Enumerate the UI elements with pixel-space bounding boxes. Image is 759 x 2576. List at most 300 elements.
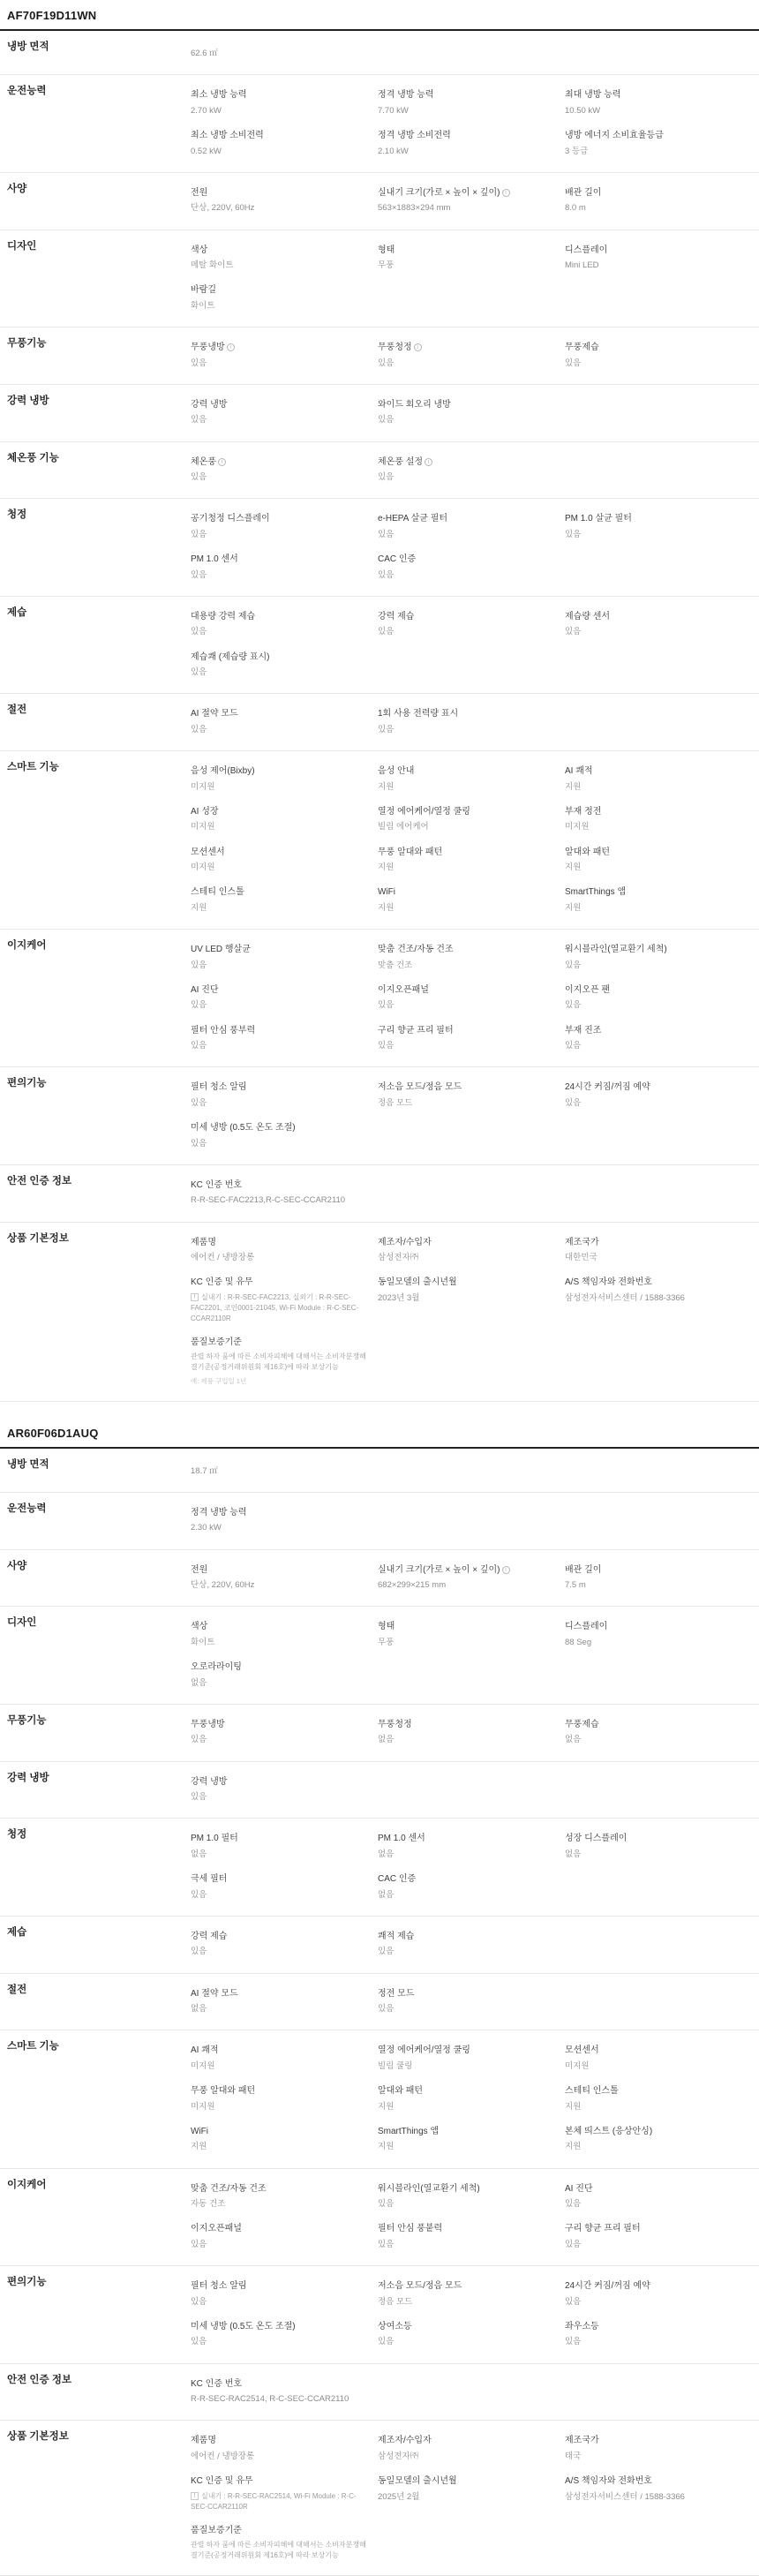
spec-cell <box>565 2177 752 2218</box>
spec-cell-value: 없음 <box>191 2003 369 2015</box>
spec-cell-key: 전원 <box>191 187 369 200</box>
spec-cell-key: 저소음 모드/정음 모드 <box>378 2280 556 2294</box>
info-icon[interactable]: i <box>218 458 226 466</box>
product-block <box>0 1418 759 2576</box>
warning-icon: ! <box>191 2492 199 2500</box>
spec-cell <box>378 181 565 222</box>
spec-row-label: 편의기능 <box>0 2266 184 2364</box>
spec-cell-value: 있음 <box>191 1097 369 1110</box>
spec-row-label: 절전 <box>0 1973 184 2030</box>
spec-cell-value: 삼성전자서비스센터 / 1588-3366 <box>565 1292 743 1305</box>
spec-cell <box>191 1867 378 1908</box>
spec-cell-value: 지원 <box>565 2101 743 2113</box>
spec-cell-key: 부재 진조 <box>565 1025 743 1038</box>
spec-row-values <box>184 1916 759 1973</box>
spec-cell-value: 지원 <box>378 862 556 874</box>
spec-cell-value: 없음 <box>378 1734 556 1746</box>
spec-cell <box>191 2315 378 2355</box>
spec-row-values <box>184 1549 759 1607</box>
spec-cell-value: 없음 <box>378 1849 556 1861</box>
spec-cell-value: 563×1883×294 mm <box>378 202 556 215</box>
spec-row <box>0 1549 759 1607</box>
spec-cell-key: AI 절약 모드 <box>191 708 369 721</box>
spec-cell-value: 지원 <box>378 781 556 794</box>
spec-cell-value: 미지원 <box>191 2101 369 2113</box>
spec-cell-grid <box>191 2372 752 2413</box>
spec-cell-grid <box>191 450 752 491</box>
spec-cell-value: 지원 <box>191 902 369 915</box>
spec-cell-key: 저소음 모드/정음 모드 <box>378 1081 556 1095</box>
spec-cell-key: 필터 안심 풍붙력 <box>378 2223 556 2236</box>
spec-cell-value: 있음 <box>191 1791 369 1804</box>
spec-cell-value: 무풍 <box>378 1637 556 1649</box>
spec-cell-value: 있음 <box>378 626 556 638</box>
spec-cell <box>191 605 378 645</box>
spec-cell-key: 음성 제어(Bixby) <box>191 765 369 779</box>
spec-cell-value: 18.7 ㎡ <box>191 1465 369 1478</box>
spec-cell-key: 제조자/수입자 <box>378 1237 556 1250</box>
spec-cell-grid <box>191 1770 752 1811</box>
spec-cell-value: 태국 <box>565 2451 743 2463</box>
spec-cell <box>378 1615 565 1655</box>
spec-cell <box>191 1982 378 2022</box>
spec-cell-grid <box>191 181 752 222</box>
spec-cell-value: 미지원 <box>565 821 743 833</box>
spec-cell-key: 미세 냉방 (0.5도 온도 조절) <box>191 2321 369 2334</box>
spec-cell-key: KC 인증 및 유무 <box>191 1277 369 1290</box>
spec-row <box>0 499 759 597</box>
spec-cell-key: 색상 <box>191 245 369 258</box>
spec-cell <box>378 938 565 978</box>
spec-cell <box>378 800 565 840</box>
spec-cell <box>378 83 565 124</box>
spec-cell-value: 있음 <box>378 1946 556 1958</box>
spec-cell-value: 있음 <box>191 999 369 1012</box>
spec-cell <box>191 2079 378 2120</box>
spec-cell <box>191 978 378 1019</box>
spec-cell <box>565 547 752 588</box>
spec-cell <box>565 702 752 742</box>
spec-cell-key: 디스플레이 <box>565 245 743 258</box>
spec-cell-value: 있음 <box>191 1040 369 1052</box>
spec-cell <box>378 450 565 491</box>
spec-cell-key: 정격 냉방 능력 <box>378 89 556 102</box>
spec-row-label: 냉방 면적 <box>0 31 184 75</box>
spec-row <box>0 1222 759 1401</box>
spec-cell-value: 없음 <box>378 1889 556 1902</box>
spec-cell-value: 미지원 <box>191 862 369 874</box>
spec-cell <box>565 2315 752 2355</box>
spec-cell-key: 제조국가 <box>565 2435 743 2448</box>
spec-cell-grid <box>191 2177 752 2258</box>
spec-cell-value: R-R-SEC-RAC2514, R-C-SEC-CCAR2110 <box>191 2393 369 2406</box>
spec-cell <box>191 1019 378 1059</box>
spec-cell-value: 자동 건조 <box>191 2198 369 2211</box>
spec-cell <box>565 1019 752 1059</box>
spec-cell <box>191 335 378 376</box>
spec-cell <box>378 1827 565 1867</box>
spec-row-values <box>184 328 759 385</box>
spec-cell-grid <box>191 1982 752 2022</box>
spec-row <box>0 1973 759 2030</box>
spec-cell <box>378 547 565 588</box>
spec-cell-value: 있음 <box>378 2198 556 2211</box>
spec-cell-value: 지원 <box>378 2141 556 2153</box>
spec-row <box>0 1761 759 1819</box>
spec-row-label: 사양 <box>0 172 184 230</box>
spec-cell-grid <box>191 1558 752 1599</box>
spec-cell <box>191 1655 378 1696</box>
spec-row <box>0 31 759 75</box>
spec-cell-key: 상여소등 <box>378 2321 556 2334</box>
spec-cell-value: 있음 <box>191 529 369 541</box>
spec-row-label: 무풍기능 <box>0 1704 184 1761</box>
spec-cell <box>378 2038 565 2079</box>
spec-row-values <box>184 1704 759 1761</box>
spec-cell-value: 7.5 m <box>565 1579 743 1592</box>
spec-cell-value: 있음 <box>378 2003 556 2015</box>
spec-row-values <box>184 751 759 930</box>
spec-table <box>0 31 759 1402</box>
spec-cell-grid <box>191 39 752 66</box>
spec-row <box>0 75 759 173</box>
spec-row-values <box>184 596 759 694</box>
spec-cell-key: 필터 안심 풍부력 <box>191 1025 369 1038</box>
spec-cell <box>191 702 378 742</box>
spec-cell-grid <box>191 605 752 686</box>
spec-cell-key: 배관 길이 <box>565 1564 743 1578</box>
spec-cell-value: 있음 <box>191 724 369 736</box>
spec-cell <box>191 1558 378 1599</box>
spec-row-label: 디자인 <box>0 230 184 328</box>
spec-cell-key: 알대와 패턴 <box>565 847 743 860</box>
spec-cell-value: 지원 <box>565 781 743 794</box>
spec-cell-key: PM 1.0 살균 필터 <box>565 513 743 526</box>
spec-cell <box>565 978 752 1019</box>
spec-cell-key: 알대와 패턴 <box>378 2085 556 2098</box>
spec-cell-value: 지원 <box>565 862 743 874</box>
spec-cell <box>565 840 752 881</box>
spec-cell-key: AI 진단 <box>565 2183 743 2196</box>
spec-row <box>0 596 759 694</box>
spec-row <box>0 230 759 328</box>
spec-cell-key: 부재 정전 <box>565 806 743 819</box>
spec-cell-key: 극세 필터 <box>191 1873 369 1887</box>
spec-cell-value: 있음 <box>565 358 743 370</box>
spec-row <box>0 2168 759 2266</box>
spec-cell <box>191 2038 378 2079</box>
spec-cell-key: 성장 디스플레이 <box>565 1833 743 1846</box>
spec-cell-grid <box>191 393 752 433</box>
spec-cell-key: 대용량 강력 제습 <box>191 611 369 624</box>
spec-cell-key: 필터 청소 알림 <box>191 2280 369 2294</box>
spec-row-label: 스마트 기능 <box>0 2030 184 2168</box>
spec-cell <box>378 507 565 547</box>
product-separator <box>0 1402 759 1418</box>
spec-cell <box>191 1457 378 1484</box>
spec-cell <box>191 645 378 686</box>
spec-cell <box>565 1924 752 1965</box>
spec-cell-key: 모션센서 <box>565 2045 743 2058</box>
spec-cell-key: 정격 냉방 능력 <box>191 1507 369 1520</box>
spec-cell-key: 이지오픈패널 <box>191 2223 369 2236</box>
spec-cell-value: 있음 <box>565 1040 743 1052</box>
info-icon[interactable]: i <box>227 343 235 351</box>
warning-icon: ! <box>191 1293 199 1301</box>
spec-row <box>0 1067 759 1165</box>
spec-cell-value: 2.70 kW <box>191 105 369 117</box>
spec-cell-key: CAC 인증 <box>378 554 556 567</box>
spec-cell-value: 있음 <box>191 358 369 370</box>
spec-cell-grid <box>191 759 752 921</box>
spec-cell-key: AI 쾌적 <box>191 2045 369 2058</box>
spec-cell-value: R-R-SEC-FAC2213,R-C-SEC-CCAR2110 <box>191 1194 369 1207</box>
spec-cell-key: 제품명 <box>191 2435 369 2448</box>
spec-cell <box>378 2217 565 2257</box>
spec-cell-key: 형태 <box>378 1621 556 1634</box>
spec-cell-grid <box>191 1075 752 1156</box>
spec-cell <box>378 335 565 376</box>
spec-cell-key: 무풍 알대와 패턴 <box>378 847 556 860</box>
spec-cell-key: 본체 띄스트 (응상안싱) <box>565 2126 743 2139</box>
spec-row-values <box>184 694 759 751</box>
spec-row <box>0 1607 759 1705</box>
spec-cell-value: 에어컨 / 냉방장롱 <box>191 1252 369 1264</box>
spec-cell <box>565 2079 752 2120</box>
spec-row <box>0 694 759 751</box>
spec-cell <box>565 1982 752 2022</box>
spec-cell-key: 1회 사용 전력량 표시 <box>378 708 556 721</box>
spec-cell <box>378 645 565 686</box>
spec-row-label: 무풍기능 <box>0 328 184 385</box>
spec-cell-key: SmartThings 앱 <box>565 886 743 900</box>
spec-row <box>0 172 759 230</box>
spec-cell <box>191 1615 378 1655</box>
spec-cell <box>378 840 565 881</box>
spec-cell-value: 단상, 220V, 60Hz <box>191 202 369 215</box>
spec-cell-key: 무풍제습 <box>565 342 743 355</box>
spec-cell-key: CAC 인증 <box>378 1873 556 1887</box>
spec-cell-value: 화이트 <box>191 1637 369 1649</box>
spec-row <box>0 2266 759 2364</box>
spec-cell-value: 메탈 화이트 <box>191 260 369 272</box>
spec-row-label: 사양 <box>0 1549 184 1607</box>
spec-cell-key: KC 인증 번호 <box>191 1179 369 1193</box>
spec-cell <box>191 1270 378 1330</box>
spec-cell <box>565 645 752 686</box>
spec-cell-grid <box>191 1501 752 1541</box>
spec-cell <box>565 2429 752 2469</box>
spec-cell <box>565 181 752 222</box>
spec-row-label: 디자인 <box>0 1607 184 1705</box>
spec-cell-key: 제조국가 <box>565 1237 743 1250</box>
info-icon[interactable]: i <box>425 458 432 466</box>
spec-cell <box>565 1655 752 1696</box>
spec-cell-value: 있음 <box>191 667 369 679</box>
spec-cell-value: 있음 <box>565 2296 743 2309</box>
spec-cell-value: 삼성전자㈜ <box>378 1252 556 1264</box>
spec-cell <box>378 1867 565 1908</box>
spec-cell <box>191 450 378 491</box>
spec-cell-key: 제품명 <box>191 1237 369 1250</box>
spec-cell-key: 실내기 크기(가로 × 높이 × 깊이) i <box>378 187 556 200</box>
spec-cell <box>565 1116 752 1156</box>
spec-row <box>0 1704 759 1761</box>
spec-cell <box>378 1713 565 1753</box>
spec-cell <box>378 1655 565 1696</box>
spec-cell <box>565 800 752 840</box>
product-model-title: AF70F19D11WN <box>0 0 759 31</box>
spec-cell-value: 3 등급 <box>565 146 743 158</box>
spec-cell-key: 필터 청소 알림 <box>191 1081 369 1095</box>
spec-row-values <box>184 230 759 328</box>
spec-cell-key: 무풍냉방 i <box>191 342 369 355</box>
info-icon[interactable]: i <box>502 1566 510 1574</box>
spec-cell <box>565 1713 752 1753</box>
spec-cell-key: KC 인증 및 유무 <box>191 2475 369 2489</box>
spec-cell-value: Mini LED <box>565 260 743 272</box>
spec-cell-value: 있음 <box>565 529 743 541</box>
spec-cell-key: AI 쾌적 <box>565 765 743 779</box>
spec-cell <box>378 702 565 742</box>
spec-cell-value: 무풍 <box>378 260 556 272</box>
spec-cell-value: 있음 <box>565 960 743 972</box>
spec-row-label: 상품 기본정보 <box>0 1222 184 1401</box>
spec-cell <box>378 1231 565 1271</box>
spec-cell-key: 열정 에어케어/열정 쿨링 <box>378 2045 556 2058</box>
spec-cell-value: 88 Seg <box>565 1637 743 1649</box>
spec-cell-value: 있음 <box>191 2336 369 2348</box>
spec-cell <box>191 1770 378 1811</box>
spec-cell-key: 구리 향균 프리 필터 <box>565 2223 743 2236</box>
spec-row <box>0 1164 759 1222</box>
spec-cell-key: 무풍청정 i <box>378 342 556 355</box>
spec-row <box>0 1449 759 1493</box>
spec-row-label: 제습 <box>0 1916 184 1973</box>
spec-cell-key: UV LED 행살균 <box>191 944 369 957</box>
spec-cell-key: 24시간 커짐/꺼짐 예약 <box>565 1081 743 1095</box>
spec-cell-value: 없음 <box>565 1734 743 1746</box>
spec-row-label: 절전 <box>0 694 184 751</box>
spec-cell-value: 빌림 쿨링 <box>378 2060 556 2073</box>
spec-cell <box>191 2274 378 2315</box>
spec-cell <box>565 1558 752 1599</box>
spec-cell <box>191 2372 378 2413</box>
spec-cell <box>565 1075 752 1116</box>
spec-cell <box>191 1501 378 1541</box>
spec-cell-value: 없음 <box>191 1849 369 1861</box>
spec-cell-grid <box>191 238 752 320</box>
spec-cell-value: 있음 <box>191 1734 369 1746</box>
spec-cell-value: 있음 <box>378 569 556 582</box>
spec-cell <box>378 2120 565 2160</box>
spec-row-label: 편의기능 <box>0 1067 184 1165</box>
spec-row-label: 상품 기본정보 <box>0 2421 184 2576</box>
spec-cell-key: A/S 책임자와 전화번호 <box>565 2475 743 2489</box>
spec-cell-value: 맞춤 건조 <box>378 960 556 972</box>
spec-row-values <box>184 1222 759 1401</box>
spec-cell-value: 있음 <box>191 414 369 426</box>
info-icon[interactable]: i <box>502 189 510 197</box>
spec-cell-value: 있음 <box>378 2336 556 2348</box>
spec-cell-key: 바람길 <box>191 284 369 298</box>
spec-cell-value: 삼성전자㈜ <box>378 2451 556 2463</box>
spec-cell-key: 정전 모드 <box>378 1988 556 2001</box>
spec-cell <box>191 1173 378 1214</box>
info-icon[interactable]: i <box>414 343 422 351</box>
spec-cell-grid <box>191 335 752 376</box>
spec-cell <box>191 2177 378 2218</box>
spec-cell-value: 62.6 ㎡ <box>191 48 369 60</box>
spec-cell-value: 지원 <box>565 902 743 915</box>
spec-cell <box>191 507 378 547</box>
spec-cell <box>191 880 378 921</box>
spec-cell-note <box>191 2491 369 2512</box>
spec-cell-key: 형태 <box>378 245 556 258</box>
spec-cell <box>565 1770 752 1811</box>
spec-cell-value: 있음 <box>191 471 369 484</box>
spec-cell-grid <box>191 938 752 1058</box>
spec-row-label: 안전 인증 정보 <box>0 1164 184 1222</box>
spec-cell-value: 대한민국 <box>565 1252 743 1264</box>
spec-cell-value: 있음 <box>191 1889 369 1902</box>
spec-cell-key: 동일모델의 출시년월 <box>378 2475 556 2489</box>
spec-cell-key: 강력 제습 <box>191 1931 369 1944</box>
spec-cell <box>565 1867 752 1908</box>
spec-cell <box>191 759 378 800</box>
spec-row <box>0 2363 759 2421</box>
spec-row <box>0 1819 759 1917</box>
spec-cell <box>378 880 565 921</box>
spec-row <box>0 384 759 441</box>
spec-cell-grid <box>191 1827 752 1908</box>
spec-cell-key: 체온풍 i <box>191 456 369 470</box>
spec-cell <box>191 1116 378 1156</box>
spec-cell-longnote: 관렬 하자 품에 따른 소비자피해에 대해서는 소비자분쟁해결기준(공정거래위원회 제16호)에 따라 보상기능 <box>191 2540 369 2561</box>
spec-cell-footnote: 예: 제품 구입일 1년 <box>191 1376 369 1386</box>
spec-cell-key: 무풍냉방 <box>191 1719 369 1732</box>
spec-row-values <box>184 172 759 230</box>
spec-cell-key: 구리 향균 프리 필터 <box>378 1025 556 1038</box>
spec-cell <box>565 2469 752 2519</box>
spec-cell-value: 없음 <box>191 1677 369 1690</box>
spec-row-values <box>184 1607 759 1705</box>
spec-cell-key: PM 1.0 필터 <box>191 1833 369 1846</box>
spec-cell-key: 스테티 인스톨 <box>565 2085 743 2098</box>
spec-row-label: 강력 냉방 <box>0 1761 184 1819</box>
spec-cell-value: 있음 <box>378 471 556 484</box>
spec-cell-key: 무풍 알대와 패턴 <box>191 2085 369 2098</box>
spec-cell <box>565 938 752 978</box>
spec-row-values <box>184 2168 759 2266</box>
spec-cell-grid <box>191 1231 752 1393</box>
spec-cell-key: 강력 제습 <box>378 611 556 624</box>
spec-cell-key: 품질보증기준 <box>191 1337 369 1350</box>
spec-cell-value: 미지원 <box>565 2060 743 2073</box>
spec-cell <box>191 1330 378 1393</box>
spec-cell <box>565 278 752 319</box>
spec-cell-grid <box>191 1173 752 1214</box>
spec-cell <box>378 2274 565 2315</box>
spec-row-values <box>184 1973 759 2030</box>
spec-row <box>0 441 759 499</box>
spec-row-values <box>184 2266 759 2364</box>
spec-cell-key: 이지오픈패널 <box>378 984 556 998</box>
spec-cell <box>565 238 752 279</box>
spec-cell-value: 있음 <box>565 626 743 638</box>
spec-row-label: 스마트 기능 <box>0 751 184 930</box>
spec-cell-value: 있음 <box>378 999 556 1012</box>
